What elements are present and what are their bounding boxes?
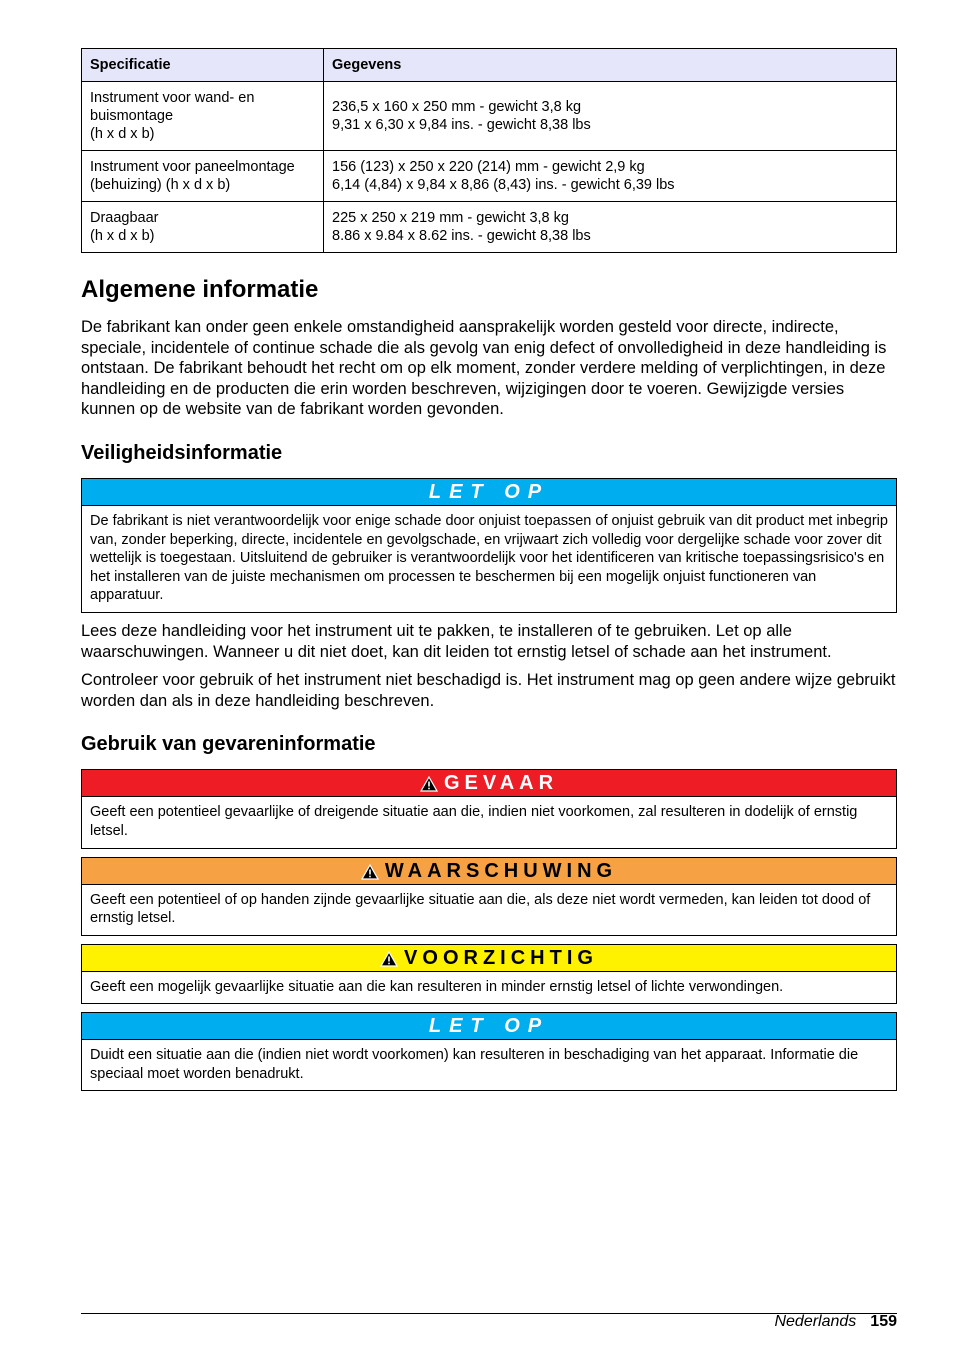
safety-info-heading: Veiligheidsinformatie bbox=[81, 441, 283, 464]
table-cell-spec bbox=[82, 82, 324, 151]
cell-line: Instrument voor wand- en bbox=[90, 90, 255, 106]
cell-line: 156 (123) x 250 x 220 (214) mm - gewicht 2,9 kg bbox=[332, 159, 645, 175]
column-header-data: Gegevens bbox=[324, 49, 897, 82]
footer-language: Nederlands bbox=[774, 1313, 857, 1330]
notice-box-2 bbox=[81, 1012, 897, 1091]
warning-text: Geeft een potentieel of op handen zijnde gevaarlijke situatie aan die, als deze niet wordt vermeden, kan leiden tot dood of ernstig letsel. bbox=[90, 891, 871, 927]
page-content bbox=[81, 48, 897, 1099]
page-number: 159 bbox=[870, 1313, 897, 1330]
warning-header bbox=[82, 858, 896, 885]
cell-line: 225 x 250 x 219 mm - gewicht 3,8 kg bbox=[332, 210, 569, 226]
column-header-spec: Specificatie bbox=[82, 49, 324, 82]
safety-paragraph-1: Lees deze handleiding voor het instrument uit te pakken, te installeren of te gebruiken. Let op alle waarschuwingen. Wanneer u dit niet doet, kan dit leiden tot ernstig letsel of schade aan het instrument. bbox=[81, 621, 832, 661]
general-info-text: De fabrikant kan onder geen enkele omstandigheid aansprakelijk worden gesteld voor directe, indirecte, speciale, incidentele of continue schade die als gevolg van enig defect of onvolledigheid in deze handleiding is ontstaan. De fabrikant behoudt het recht om op elk moment, zonder verdere melding of verplichtingen, in deze handleiding en de producten die erin worden beschreven, wijzigingen door te voeren. Gewijzigde versies kunnen op de website van de fabrikant worden gevonden. bbox=[81, 318, 887, 419]
notice-header-2: LET OP bbox=[82, 1013, 896, 1040]
danger-text: Geeft een potentieel gevaarlijke of dreigende situatie aan die, indien niet voorkomen, zal resulteren in dodelijk of ernstig letsel. bbox=[90, 804, 858, 839]
cell-line: (h x d x b) bbox=[90, 228, 155, 244]
table-cell-data bbox=[324, 82, 897, 151]
table-row bbox=[82, 202, 897, 253]
cell-line: buismontage bbox=[90, 108, 174, 124]
caution-label: VOORZICHTIG bbox=[404, 946, 598, 969]
notice-text-2: Duidt een situatie aan die (indien niet wordt voorkomen) kan resulteren in beschadiging van het apparaat. Informatie die speciaal moet worden benadrukt. bbox=[90, 1047, 859, 1082]
cell-line: (behuizing) (h x d x b) bbox=[90, 177, 231, 193]
table-cell-spec bbox=[82, 151, 324, 202]
caution-text: Geeft een mogelijk gevaarlijke situatie aan die kan resulteren in minder ernstig letsel of lichte verwondingen. bbox=[90, 978, 784, 995]
cell-line: 9,31 x 6,30 x 9,84 ins. - gewicht 8,38 lbs bbox=[332, 117, 591, 133]
cell-line: 8.86 x 9.84 x 8.62 ins. - gewicht 8,38 lbs bbox=[332, 228, 591, 244]
cell-line: Instrument voor paneelmontage bbox=[90, 159, 295, 175]
warning-label: WAARSCHUWING bbox=[384, 859, 618, 882]
notice-text: De fabrikant is niet verantwoordelijk voor enige schade door onjuist toepassen of onjuist gebruik van dit product met inbegrip van, zonder beperking, directe, incidentele en gevolgschade, en vrijwaart zich volledig voor dergelijke schade voor zover dit wettelijk is toegestaan. Uitsluitend de gebruiker is verantwoordelijk voor het identificeren van kritische toepassingsrisico's en het installeren van de juiste mechanismen om processen te beschermen bij een mogelijk onjuist functioneren van apparatuur. bbox=[90, 512, 888, 604]
danger-box bbox=[81, 769, 897, 848]
cell-line: (h x d x b) bbox=[90, 126, 155, 142]
table-cell-data bbox=[324, 202, 897, 253]
danger-label: GEVAAR bbox=[443, 772, 559, 795]
notice-header: LET OP bbox=[82, 479, 896, 506]
table-header-row bbox=[82, 49, 897, 82]
table-cell-data bbox=[324, 151, 897, 202]
general-info-heading: Algemene informatie bbox=[81, 276, 319, 303]
warning-box bbox=[81, 857, 897, 936]
cell-line: Draagbaar bbox=[90, 210, 159, 226]
cell-line: 6,14 (4,84) x 9,84 x 8,86 (8,43) ins. - gewicht 6,39 lbs bbox=[332, 177, 675, 193]
table-cell-spec bbox=[82, 202, 324, 253]
spec-table bbox=[81, 48, 897, 253]
page-footer bbox=[774, 1312, 897, 1332]
cell-line: 236,5 x 160 x 250 mm - gewicht 3,8 kg bbox=[332, 99, 582, 115]
caution-header bbox=[82, 945, 896, 972]
warning-triangle-icon bbox=[361, 864, 379, 880]
danger-header bbox=[82, 770, 896, 797]
warning-triangle-icon bbox=[420, 776, 438, 792]
warning-triangle-icon bbox=[380, 951, 398, 967]
safety-paragraph-2: Controleer voor gebruik of het instrument niet beschadigd is. Het instrument mag op geen andere wijze gebruikt worden dan als in deze handleiding beschreven. bbox=[81, 671, 896, 710]
hazard-info-heading: Gebruik van gevareninformatie bbox=[81, 733, 376, 756]
table-row bbox=[82, 151, 897, 202]
caution-box bbox=[81, 944, 897, 1005]
table-row bbox=[82, 82, 897, 151]
notice-box bbox=[81, 478, 897, 613]
